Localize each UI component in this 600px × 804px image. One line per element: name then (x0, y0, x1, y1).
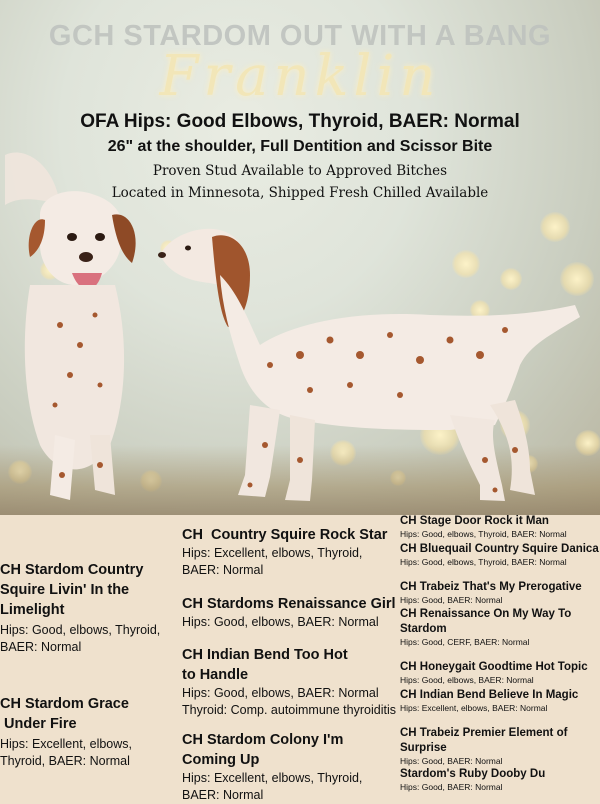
great-grandparent-health: Hips: Good, CERF, BAER: Normal (400, 637, 530, 647)
great-grandparent-name: CH Trabeiz That's My Prerogative (400, 581, 582, 593)
great-grandparent-name: CH Indian Bend Believe In Magic (400, 689, 579, 701)
grandparent-name: CH Stardom Colony I'm Coming Up (182, 732, 344, 768)
grandparent (182, 645, 397, 719)
grandparent (182, 525, 397, 579)
sire-name: CH Stardom Country Squire Livin' In the Limelight (0, 562, 144, 618)
great-grandparent (400, 580, 600, 606)
great-grandparent (400, 660, 600, 686)
size-line: 26" at the shoulder, Full Dentition and Scissor Bite (107, 138, 493, 155)
grandparent-name: CH Country Squire Rock Star (182, 527, 388, 543)
sire (0, 560, 176, 656)
great-grandparent-health: Hips: Good, BAER: Normal (400, 782, 503, 792)
great-grandparent (400, 726, 600, 767)
great-grandparent-name: CH Trabeiz Premier Element of Surprise (400, 727, 568, 754)
great-grandparent (400, 607, 600, 648)
stud-line: Proven Stud Available to Approved Bitches (152, 163, 448, 179)
health-line: OFA Hips: Good Elbows, Thyroid, BAER: Normal (80, 111, 520, 132)
great-grandparent-name: CH Renaissance On My Way To Stardom (400, 608, 572, 635)
location-line: Located in Minnesota, Shipped Fresh Chilled Available (111, 185, 489, 201)
sire-health: Hips: Good, elbows, Thyroid, BAER: Normal (0, 623, 161, 654)
great-grandparent-health: Hips: Excellent, elbows, BAER: Normal (400, 703, 548, 713)
great-grandparent (400, 688, 600, 714)
great-grandparent-name: CH Honeygait Goodtime Hot Topic (400, 661, 588, 673)
great-grandparent (400, 542, 600, 568)
dam (0, 694, 176, 770)
great-grandparent-health: Hips: Good, BAER: Normal (400, 595, 503, 605)
great-grandparent-name: CH Stage Door Rock it Man (400, 515, 549, 527)
dam-health: Hips: Excellent, elbows, Thyroid, BAER: Normal (0, 737, 133, 768)
grandparent-name: CH Indian Bend Too Hot to Handle (182, 647, 348, 683)
grandparent-health: Hips: Good, elbows, BAER: Normal (182, 615, 379, 629)
great-grandparent (400, 767, 600, 793)
great-grandparent-name: CH Bluequail Country Squire Danica (400, 543, 599, 555)
great-grandparent-health: Hips: Good, elbows, Thyroid, BAER: Normal (400, 557, 567, 567)
great-grandparent (400, 514, 600, 540)
dam-name: CH Stardom Grace Under Fire (0, 696, 129, 732)
standing-setter-illustration (150, 215, 590, 510)
grandparent (182, 730, 397, 804)
grandparent-health: Hips: Excellent, elbows, Thyroid, BAER: Normal (182, 546, 363, 577)
grandparent-health: Hips: Excellent, elbows, Thyroid, BAER: Normal (182, 771, 363, 802)
great-grandparent-health: Hips: Good, elbows, Thyroid, BAER: Normal (400, 529, 567, 539)
grandparent-health: Hips: Good, elbows, BAER: Normal Thyroid: Comp. autoimmune thyroiditis (182, 686, 396, 717)
call-name: Franklin (159, 44, 441, 109)
great-grandparent-health: Hips: Good, elbows, BAER: Normal (400, 675, 534, 685)
grandparent-name: CH Stardoms Renaissance Girl (182, 596, 396, 612)
great-grandparent-health: Hips: Good, BAER: Normal (400, 756, 503, 766)
great-grandparent-name: Stardom's Ruby Dooby Du (400, 768, 546, 780)
grandparent (182, 594, 397, 631)
registered-name: GCH STARDOM OUT WITH A BANG (48, 20, 552, 52)
